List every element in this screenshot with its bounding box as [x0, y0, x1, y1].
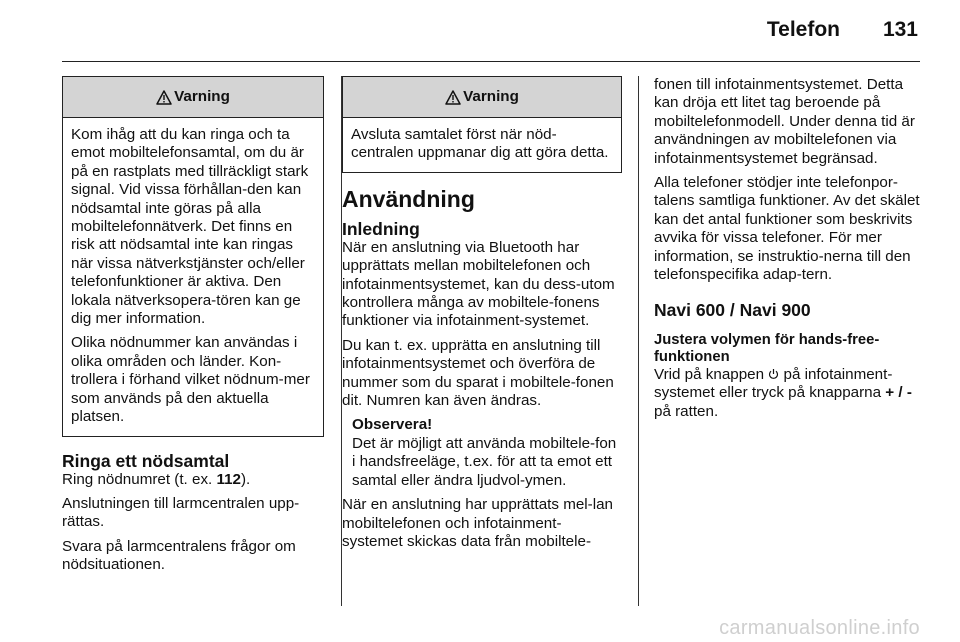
warning-paragraph: Kom ihåg att du kan ringa och ta emot mobiltelefonsamtal, om du är på en rastplats med tillräckligt stark signal. Vid vissa förhållan-den kan nödsamtal inte göras på alla mobiltelefonnätverk. Det finns en risk att nödsamtal inte kan ringas när vissa nätverkstjänster och/eller telefonfunktioner är aktiva. Den lokala nätverksopera-tören kan ge dig mer information.: [71, 126, 309, 328]
column-middle: [342, 76, 622, 557]
warning-body: [63, 118, 323, 436]
note-block: [352, 416, 622, 490]
warning-box: [62, 76, 324, 437]
warning-header: [343, 77, 621, 118]
paragraph: När en anslutning har upprättats mel-lan mobiltelefonen och infotainment-systemet skickas data från mobiltele-: [342, 496, 613, 550]
column-left: [62, 76, 324, 581]
button-label: + / -: [885, 384, 912, 402]
section-title: Navi 600 / Navi 900: [654, 300, 811, 321]
warning-body: [343, 118, 621, 172]
warning-label: Varning: [463, 87, 519, 105]
page-header-title: Telefon: [766, 18, 840, 41]
warning-triangle-icon: [156, 90, 172, 105]
warning-paragraph: Avsluta samtalet först när nöd-centralen uppmanar dig att göra detta.: [351, 126, 609, 162]
main-heading: Användning: [342, 185, 475, 212]
page-number: 131: [882, 18, 918, 41]
note-title: Observera!: [352, 416, 433, 434]
watermark: carmanualsonline.info: [719, 617, 920, 639]
warning-label: Varning: [174, 87, 230, 105]
text: Vrid på knappen: [654, 366, 769, 384]
header-divider: [62, 61, 920, 62]
section-title: Ringa ett nödsamtal: [62, 450, 230, 471]
warning-paragraph: Olika nödnummer kan användas i olika områden och länder. Kon-trollera i förhand vilket nödnum-mer som används på den aktuella platsen.: [71, 334, 310, 426]
paragraph: [62, 471, 324, 489]
paragraph: fonen till infotainmentsystemet. Detta kan dröja ett litet tag beroende på mobiltelefonmodell. Under denna tid är användningen av mobiltelefonen via infotainmentsystemet begränsad.: [654, 76, 915, 167]
text: ).: [241, 470, 251, 488]
column-divider: [638, 76, 639, 606]
subsection-title: Inledning: [342, 218, 420, 239]
warning-header: [63, 77, 323, 118]
text: Ring nödnumret (t. ex.: [62, 470, 217, 488]
column-right: [654, 76, 922, 427]
paragraph: När en anslutning via Bluetooth har upprättats mellan mobiltelefonen och infotainmentsystemet, kan du dess-utom kontrollera många av mobiltele-fonens funktioner via infotainment-systemet.: [342, 238, 615, 330]
paragraph: Anslutningen till larmcentralen upp-rättas.: [62, 494, 300, 531]
warning-box: [342, 76, 622, 173]
subheading: Justera volymen för hands-free-funktionen: [654, 332, 880, 366]
emergency-number: 112: [216, 470, 241, 488]
note-text: Det är möjligt att använda mobiltele-fon i handsfreeläge, t.ex. för att ta emot ett samtal eller ändra ljudvol-ymen.: [352, 434, 617, 489]
paragraph: [654, 366, 922, 421]
power-knob-icon: [768, 368, 779, 380]
paragraph: Du kan t. ex. upprätta en anslutning till infotainmentsystemet och överföra de nummer som du sparat i mobiltele-fonen dit. Numren kan även ändras.: [342, 336, 614, 410]
paragraph: Svara på larmcentralens frågor om nödsituationen.: [62, 537, 296, 574]
warning-triangle-icon: [445, 90, 461, 105]
paragraph: Alla telefoner stödjer inte telefonpor-talens samtliga funktioner. Av det skälet kan det antal funktioner som beskrivits avvika för vissa telefoner. För mer information, se instruktio-nerna till den telefonspecifika adap-tern.: [654, 174, 920, 284]
text: på ratten.: [654, 402, 719, 420]
text: på infotainment-systemet eller tryck på knapparna: [654, 366, 893, 402]
